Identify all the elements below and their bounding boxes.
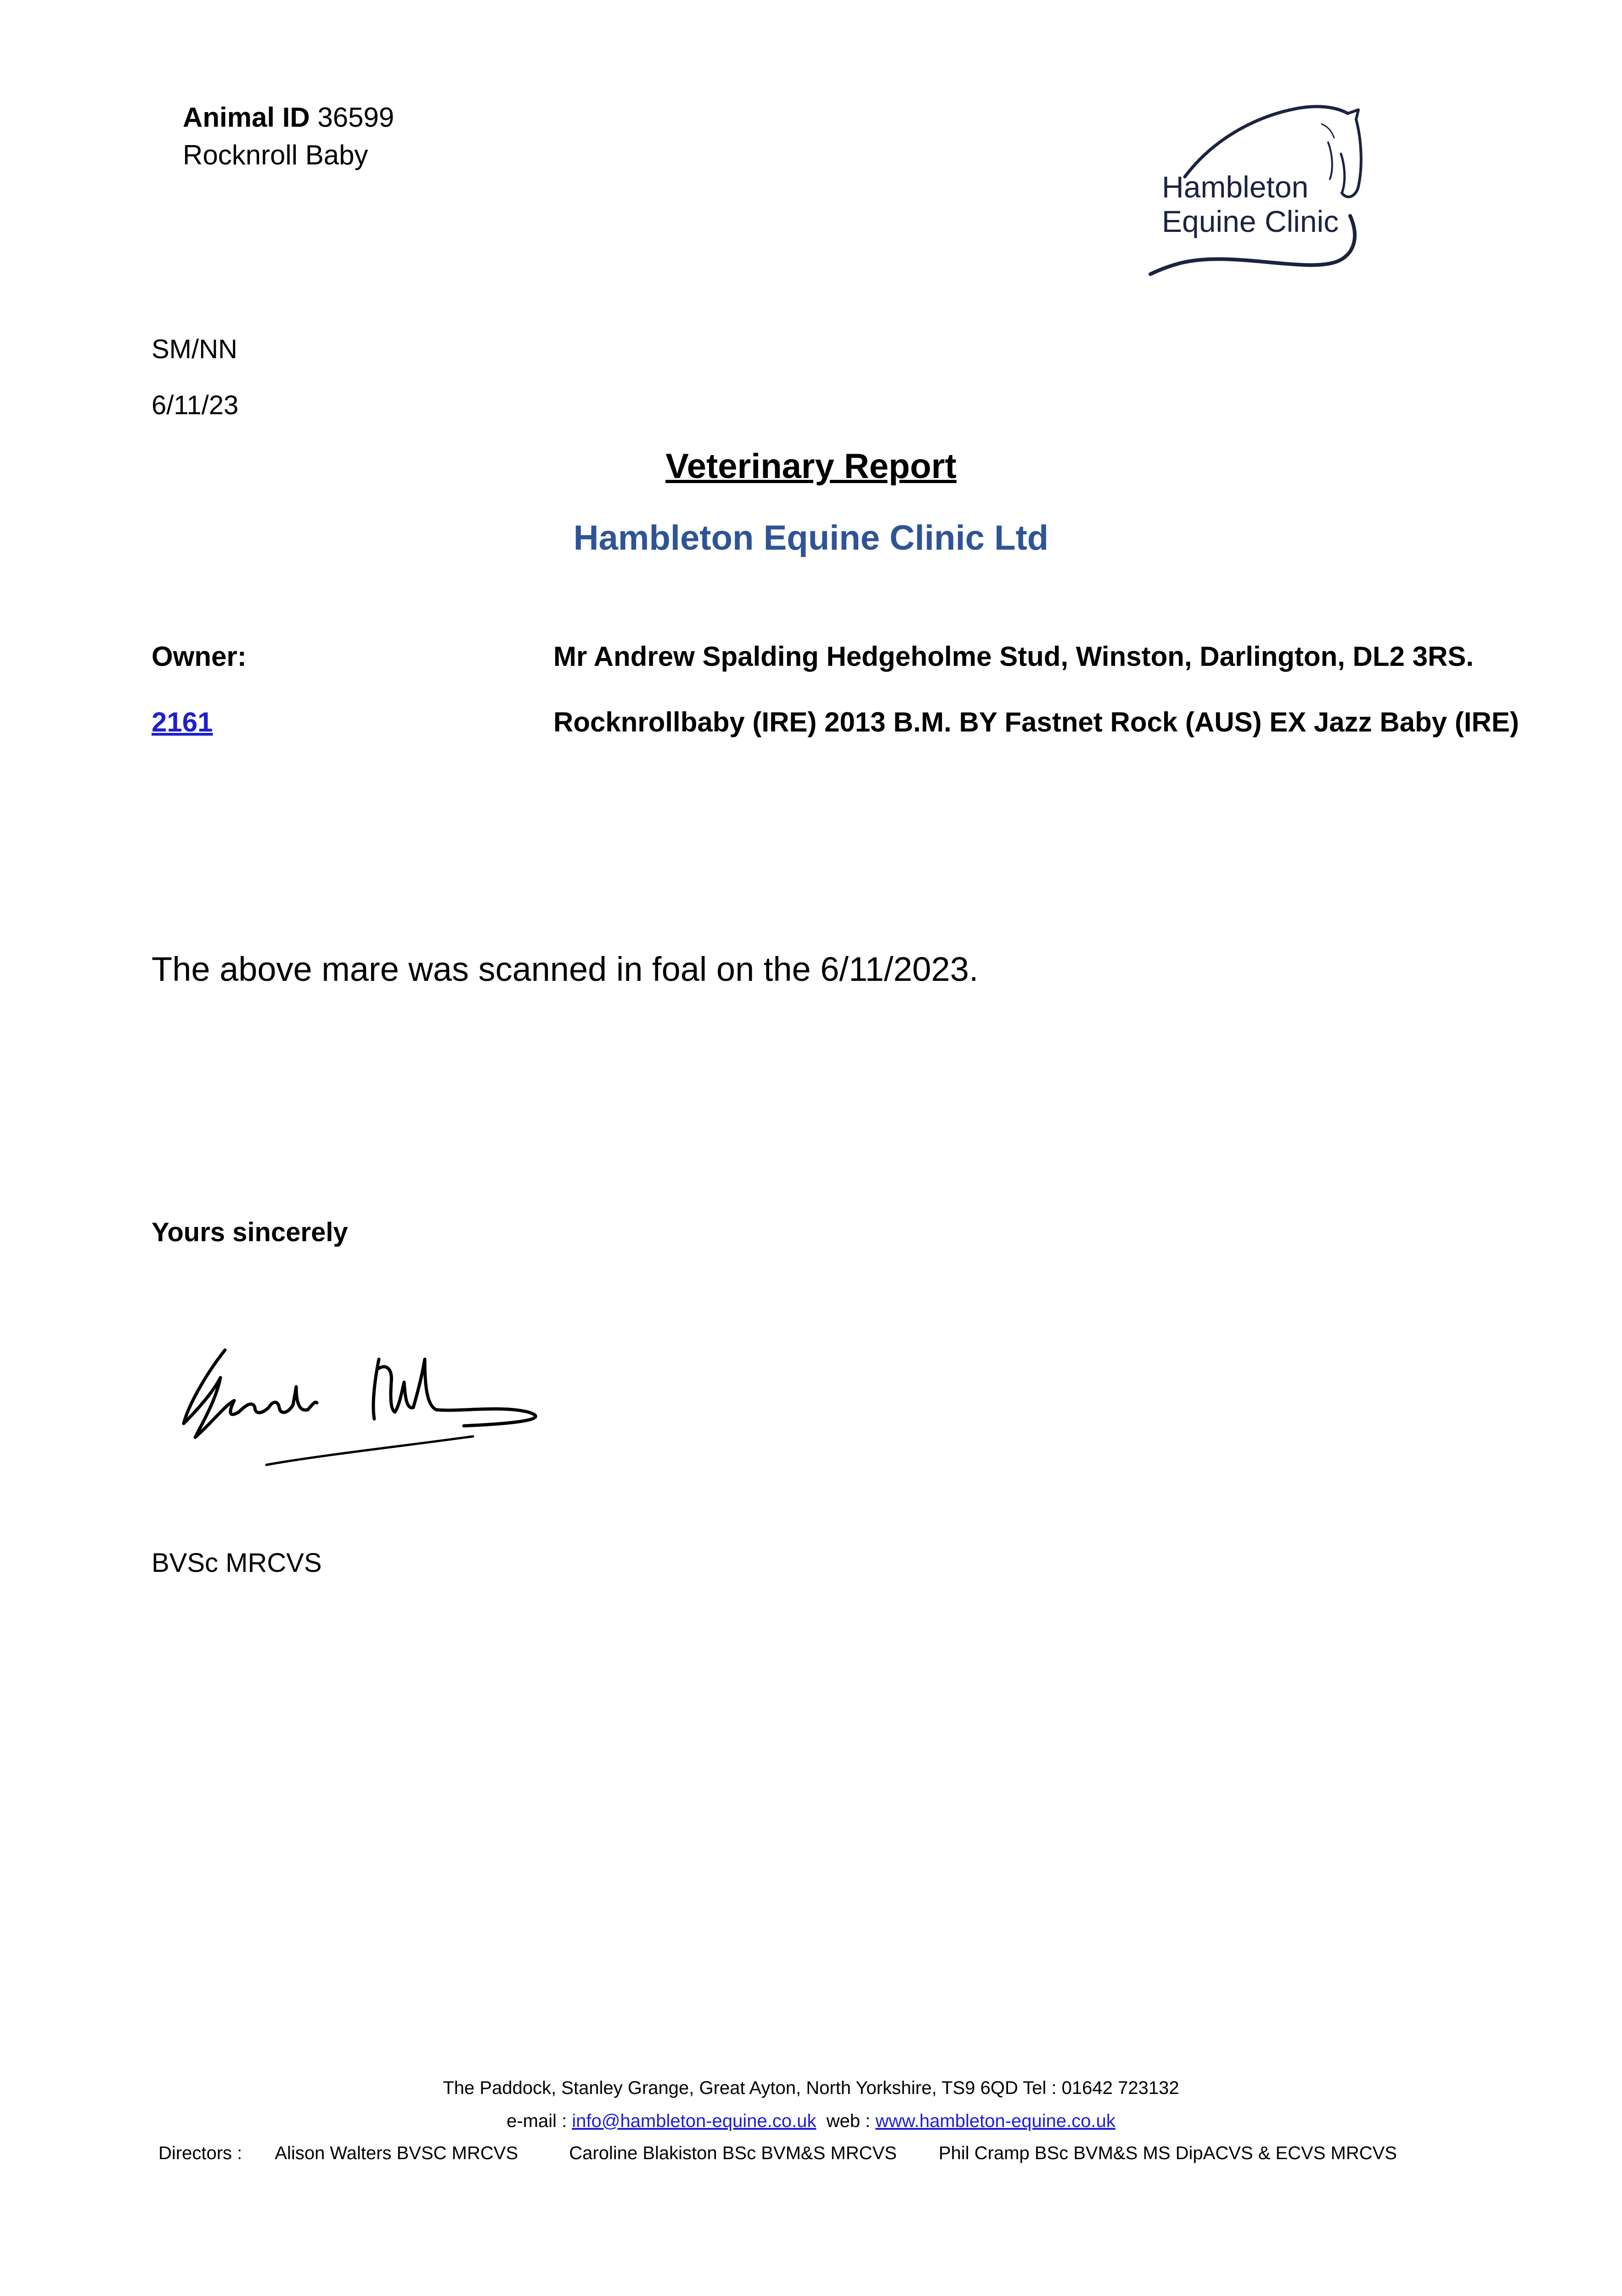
signature <box>170 1332 556 1483</box>
email-label: e-mail : <box>507 2111 567 2131</box>
clinic-title: Hambleton Equine Clinic Ltd <box>573 518 1049 557</box>
director-name: Alison Walters BVSC MRCVS <box>275 2143 518 2163</box>
email-link[interactable]: info@hambleton-equine.co.uk <box>572 2111 817 2131</box>
director-name: Caroline Blakiston BSc BVM&S MRCVS <box>569 2143 897 2163</box>
animal-id-line <box>183 99 394 136</box>
directors-label: Directors : <box>158 2143 242 2163</box>
reference-block <box>152 321 238 433</box>
footer-contact <box>0 2111 1622 2132</box>
letter-date: 6/11/23 <box>152 390 239 420</box>
animal-info <box>183 99 394 174</box>
footer-address: The Paddock, Stanley Grange, Great Ayton, North Yorkshire, TS9 6QD Tel : 01642 723132 <box>443 2078 1179 2098</box>
horse-id-link[interactable]: 2161 <box>152 707 213 737</box>
owner-label: Owner: <box>152 641 247 672</box>
owner-value: Mr Andrew Spalding Hedgeholme Stud, Winston, Darlington, DL2 3RS. <box>553 641 1474 672</box>
director-name: Phil Cramp BSc BVM&S MS DipACVS & ECVS MRCVS <box>938 2143 1397 2163</box>
closing-salutation: Yours sincerely <box>152 1217 348 1247</box>
report-title: Veterinary Report <box>665 447 957 486</box>
signatory-qualifications: BVSc MRCVS <box>152 1548 322 1578</box>
animal-id-label: Animal ID <box>183 102 310 133</box>
logo-text-line2: Equine Clinic <box>1162 204 1339 238</box>
horse-description: Rocknrollbaby (IRE) 2013 B.M. BY Fastnet Rock (AUS) EX Jazz Baby (IRE) <box>553 707 1519 737</box>
footer-directors <box>158 2143 1397 2164</box>
animal-name: Rocknroll Baby <box>183 140 368 170</box>
report-body: The above mare was scanned in foal on the 6/11/2023. <box>152 950 979 988</box>
reference-code: SM/NN <box>152 334 237 364</box>
web-link[interactable]: www.hambleton-equine.co.uk <box>875 2111 1115 2131</box>
logo-text-line1: Hambleton <box>1162 170 1309 204</box>
web-label: web : <box>826 2111 871 2131</box>
animal-id-value: 36599 <box>317 102 394 133</box>
clinic-logo <box>1130 99 1405 282</box>
